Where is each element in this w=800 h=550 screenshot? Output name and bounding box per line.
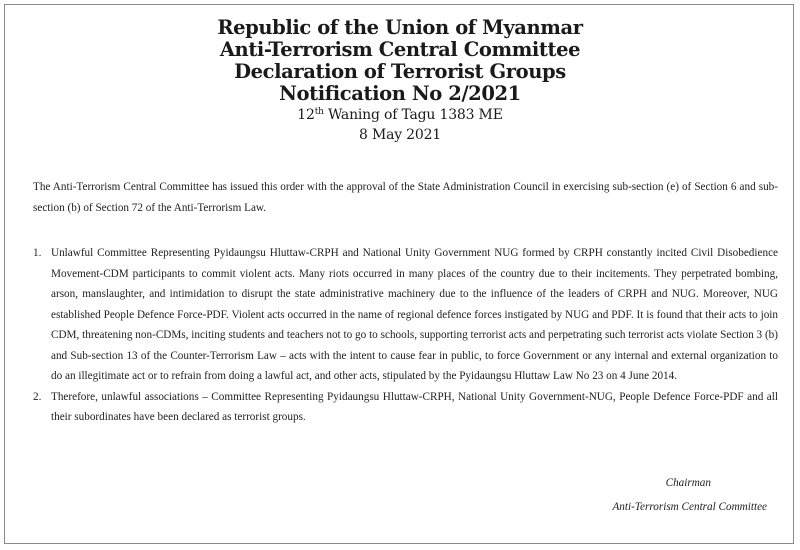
item-number: 2. [33,390,42,403]
header-myanmar-date [5,105,795,125]
header-notification-number: Notification No 2/2021 [279,82,521,105]
signatory-title: Chairman [665,477,711,489]
item-text: Therefore, unlawful associations – Committee Representing Pyidaungsu Hluttaw-CRPH, National Unity Government-NUG, People Defence Force-PDF and all their subordinates have been declared as terrorist groups. [51,390,778,423]
date-rest: Waning of Tagu 1383 ME [323,107,503,123]
header-declaration-title: Declaration of Terrorist Groups [234,60,566,83]
declaration-list [33,243,778,428]
date-ordinal-suffix: th [314,107,324,117]
item-number: 1. [33,247,42,259]
intro-paragraph: The Anti-Terrorism Central Committee has issued this order with the approval of the State Administration Council in exercising sub-section (e) of Section 6 and sub-section (b) of Section 72 of the Anti-Terrorism Law. [33,181,778,214]
declaration-item [33,387,778,428]
item-text: Unlawful Committee Representing Pyidaungsu Hluttaw-CRPH and National Unity Government NUG formed by CRPH constantly incited Civil Disobedience Movement-CDM participants to commit violent acts. Many riots occurred in many places of the country due to their incitements. They perpetrated bombing, arson, manslaughter, and intimidation to disrupt the state administrative machinery due to the influence of the leaders of CRPH and NUG. Moreover, NUG established People Defence Force-PDF. Violent acts occurred in the name of regional defence forces instigated by NUG and PDF. It is found that their acts to join CDM, threatening non-CDMs, inciting students and teachers not to go to schools, supporting terrorist acts and perpetrating such terrorist acts violate Section 3 (b) and Sub-section 13 of the Counter-Terrorism Law – acts with the intent to cause fear in public, to force Government or any internal and external organization to do an illegitimate act or to refrain from doing a lawful act, and other acts, stipulated by the Pyidaungsu Hluttaw Law No 23 on 4 June 2014. [51,247,778,382]
header-committee: Anti-Terrorism Central Committee [219,38,581,61]
header-gregorian-date: 8 May 2021 [358,127,442,143]
header-country: Republic of the Union of Myanmar [217,16,583,39]
document-header [5,17,795,145]
declaration-item [33,243,778,387]
signature-block [517,473,767,517]
signatory-organization: Anti-Terrorism Central Committee [612,500,767,513]
date-day: 12 [297,107,315,123]
document-frame [4,4,794,544]
